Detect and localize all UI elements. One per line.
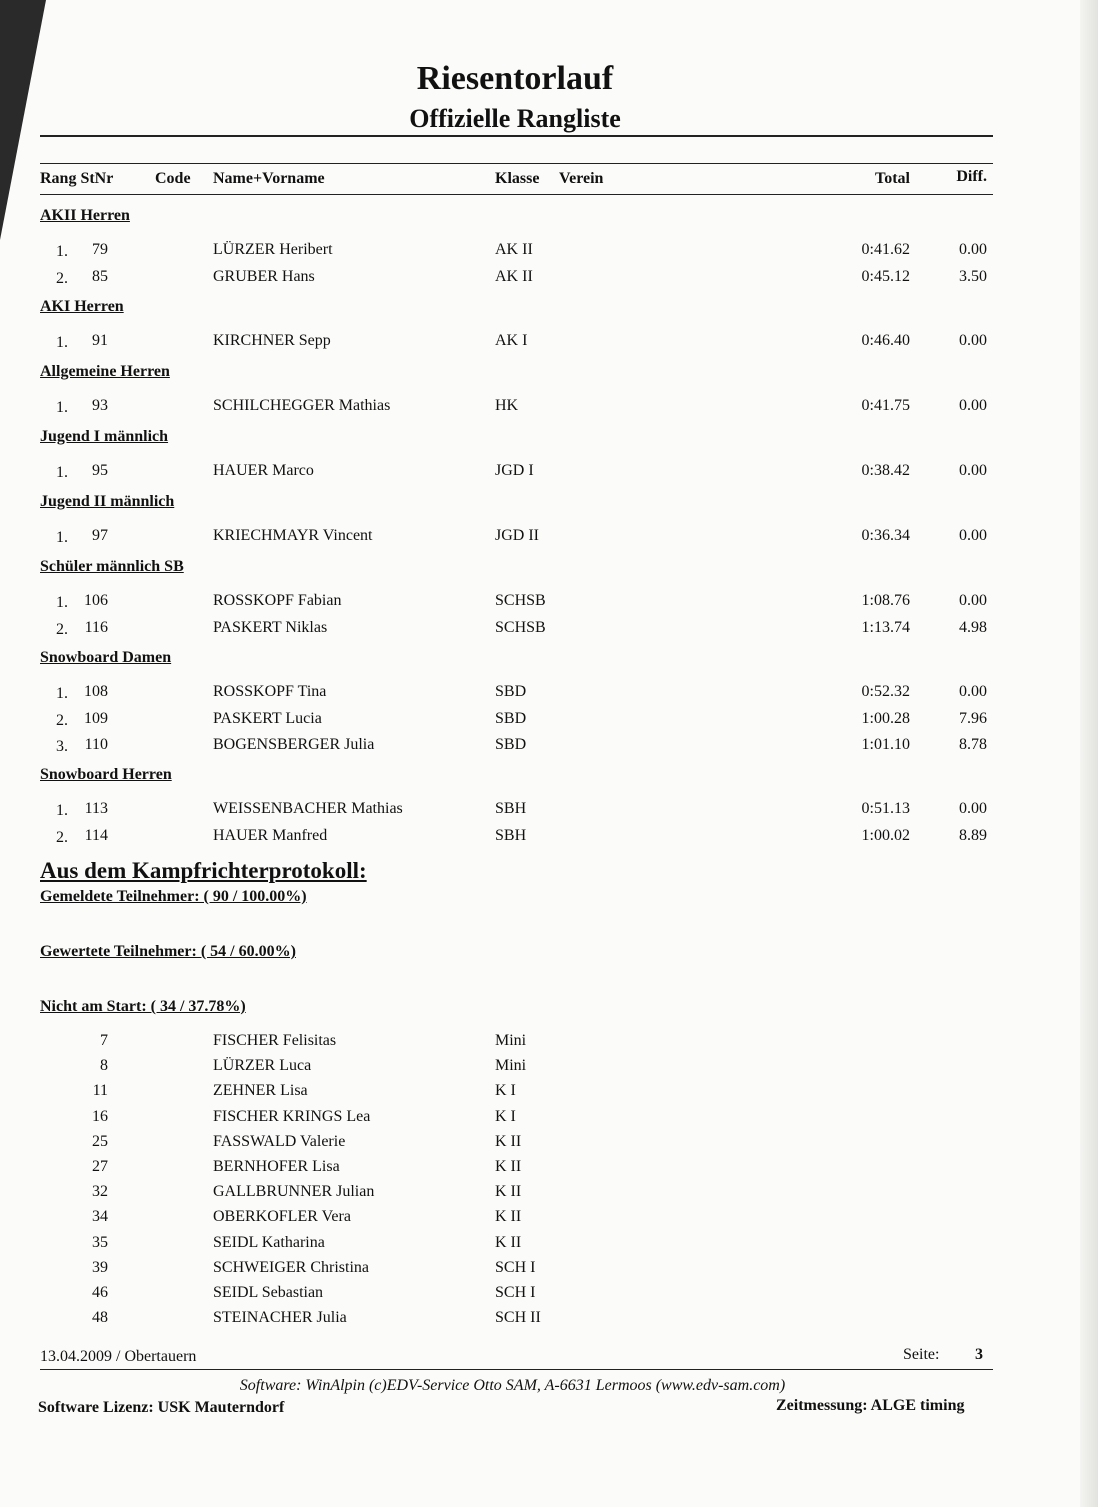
stnr-cell: 114	[84, 826, 108, 844]
dns-name-cell: OBERKOFLER Vera	[213, 1208, 351, 1226]
category-heading: Jugend II männlich	[40, 493, 175, 510]
stnr-cell: 93	[92, 397, 108, 414]
dns-stnr-cell: 25	[92, 1132, 108, 1150]
dns-klasse-cell: K II	[495, 1132, 522, 1150]
header-rule-top	[40, 163, 993, 164]
diff-cell: 0.00	[959, 592, 987, 609]
total-cell: 0:36.34	[861, 527, 910, 544]
dns-name-cell: SEIDL Sebastian	[213, 1284, 324, 1301]
name-cell: SCHILCHEGGER Mathias	[213, 397, 391, 414]
total-cell: 0:46.40	[861, 332, 910, 349]
total-cell: 0:41.62	[861, 241, 910, 258]
col-code: Code	[155, 170, 191, 187]
stnr-cell: 110	[84, 736, 108, 753]
rank-cell: 3.	[56, 738, 68, 755]
rank-cell: 1.	[56, 802, 68, 819]
category-heading: Schüler männlich SB	[40, 558, 184, 575]
diff-cell: 3.50	[959, 267, 987, 285]
date-place: 13.04.2009 / Obertauern	[40, 1348, 197, 1365]
dns-name-cell: BERNHOFER Lisa	[213, 1158, 340, 1175]
timing-credit: Zeitmessung: ALGE timing	[776, 1397, 965, 1414]
rank-cell: 2.	[56, 711, 68, 729]
dns-participants: Nicht am Start: ( 34 / 37.78%)	[40, 998, 246, 1015]
col-total: Total	[875, 170, 910, 187]
stnr-cell: 79	[92, 241, 108, 258]
stnr-cell: 113	[84, 800, 108, 817]
total-cell: 1:00.02	[861, 826, 910, 844]
protocol-heading: Aus dem Kampfrichterprotokoll:	[40, 858, 367, 883]
dns-klasse-cell: SCH II	[495, 1309, 541, 1327]
dns-stnr-cell: 34	[92, 1208, 108, 1226]
dns-stnr-cell: 35	[92, 1233, 108, 1251]
col-name: Name+Vorname	[213, 170, 325, 187]
name-cell: WEISSENBACHER Mathias	[213, 800, 403, 817]
name-cell: PASKERT Niklas	[213, 618, 328, 636]
footer-rule	[40, 1369, 993, 1370]
total-cell: 1:08.76	[861, 592, 910, 609]
dns-name-cell: GALLBRUNNER Julian	[213, 1183, 375, 1201]
klasse-cell: HK	[495, 397, 519, 414]
dns-klasse-cell: Mini	[495, 1032, 527, 1049]
klasse-cell: AK I	[495, 332, 528, 349]
col-verein: Verein	[559, 170, 604, 187]
rank-cell: 1.	[56, 594, 68, 611]
dns-stnr-cell: 32	[92, 1183, 108, 1201]
klasse-cell: AK II	[495, 267, 533, 285]
dns-klasse-cell: Mini	[495, 1057, 527, 1075]
name-cell: KRIECHMAYR Vincent	[213, 527, 373, 544]
registered-participants: Gemeldete Teilnehmer: ( 90 / 100.00%)	[40, 888, 307, 905]
category-heading: AKII Herren	[40, 207, 130, 224]
name-cell: LÜRZER Heribert	[213, 241, 333, 258]
software-credit: Software: WinAlpin (c)EDV-Service Otto SAM, A-6631 Lermoos (www.edv-sam.com)	[239, 1377, 786, 1394]
diff-cell: 8.78	[959, 736, 987, 753]
dns-klasse-cell: SCH I	[495, 1258, 536, 1276]
dns-stnr-cell: 11	[92, 1082, 108, 1100]
rank-cell: 2.	[56, 828, 68, 846]
dns-klasse-cell: K I	[495, 1082, 516, 1100]
name-cell: ROSSKOPF Fabian	[213, 592, 342, 609]
col-rang-stnr: Rang StNr	[40, 170, 114, 187]
dns-stnr-cell: 16	[92, 1107, 108, 1125]
header-rule-bottom	[40, 194, 993, 195]
stnr-cell: 97	[92, 527, 108, 544]
stnr-cell: 106	[84, 592, 108, 609]
klasse-cell: JGD I	[495, 462, 534, 479]
category-heading: Jugend I männlich	[40, 428, 169, 445]
klasse-cell: SCHSB	[495, 592, 546, 609]
dns-name-cell: FISCHER Felisitas	[213, 1032, 337, 1049]
category-heading: Allgemeine Herren	[40, 363, 170, 380]
klasse-cell: SCHSB	[495, 618, 546, 636]
name-cell: HAUER Manfred	[213, 826, 328, 844]
dns-stnr-cell: 46	[92, 1284, 108, 1301]
rank-cell: 1.	[56, 243, 68, 260]
diff-cell: 4.98	[959, 618, 987, 636]
dns-name-cell: LÜRZER Luca	[213, 1057, 312, 1075]
name-cell: BOGENSBERGER Julia	[213, 736, 375, 753]
category-heading: Snowboard Damen	[40, 649, 172, 666]
col-diff: Diff.	[956, 168, 987, 185]
dns-stnr-cell: 7	[100, 1032, 108, 1049]
rank-cell: 2.	[56, 620, 68, 638]
total-cell: 0:51.13	[861, 800, 910, 817]
title-rule	[40, 135, 993, 137]
stnr-cell: 91	[92, 332, 108, 349]
scored-participants: Gewertete Teilnehmer: ( 54 / 60.00%)	[40, 943, 296, 960]
stnr-cell: 109	[84, 709, 108, 727]
dns-klasse-cell: K I	[495, 1107, 516, 1125]
name-cell: PASKERT Lucia	[213, 709, 322, 727]
total-cell: 0:52.32	[861, 683, 910, 700]
total-cell: 0:45.12	[861, 267, 910, 285]
document-title: Riesentorlauf	[416, 60, 614, 97]
klasse-cell: SBD	[495, 709, 527, 727]
dns-stnr-cell: 8	[100, 1057, 108, 1075]
dns-name-cell: FISCHER KRINGS Lea	[213, 1107, 371, 1125]
total-cell: 0:41.75	[861, 397, 910, 414]
klasse-cell: SBH	[495, 826, 527, 844]
stnr-cell: 116	[84, 618, 108, 636]
dns-klasse-cell: SCH I	[495, 1284, 536, 1301]
dns-stnr-cell: 27	[92, 1158, 108, 1175]
dns-stnr-cell: 48	[92, 1309, 108, 1327]
dns-name-cell: FASSWALD Valerie	[213, 1132, 346, 1150]
dns-stnr-cell: 39	[92, 1258, 108, 1276]
diff-cell: 0.00	[959, 332, 987, 349]
diff-cell: 0.00	[959, 527, 987, 544]
klasse-cell: SBD	[495, 736, 527, 753]
klasse-cell: JGD II	[495, 527, 539, 544]
dns-name-cell: ZEHNER Lisa	[213, 1082, 308, 1100]
stnr-cell: 85	[92, 267, 108, 285]
diff-cell: 0.00	[959, 397, 987, 414]
diff-cell: 0.00	[959, 800, 987, 817]
diff-cell: 0.00	[959, 683, 987, 700]
rank-cell: 1.	[56, 529, 68, 546]
dns-name-cell: STEINACHER Julia	[213, 1309, 347, 1327]
diff-cell: 0.00	[959, 241, 987, 258]
rank-cell: 1.	[56, 685, 68, 702]
name-cell: KIRCHNER Sepp	[213, 332, 331, 349]
name-cell: ROSSKOPF Tina	[213, 683, 327, 700]
col-klasse: Klasse	[495, 170, 540, 187]
dns-name-cell: SCHWEIGER Christina	[213, 1258, 369, 1276]
rank-cell: 2.	[56, 269, 68, 287]
rank-cell: 1.	[56, 399, 68, 416]
scan-shadow-right	[1080, 0, 1098, 1507]
diff-cell: 8.89	[959, 826, 987, 844]
category-heading: AKI Herren	[40, 298, 124, 315]
stnr-cell: 95	[92, 462, 108, 479]
klasse-cell: SBH	[495, 800, 527, 817]
dns-klasse-cell: K II	[495, 1183, 522, 1201]
total-cell: 1:13.74	[861, 618, 910, 636]
total-cell: 1:01.10	[861, 736, 910, 753]
diff-cell: 7.96	[959, 709, 987, 727]
klasse-cell: SBD	[495, 683, 527, 700]
category-heading: Snowboard Herren	[40, 766, 172, 783]
total-cell: 0:38.42	[861, 462, 910, 479]
name-cell: GRUBER Hans	[213, 267, 315, 285]
page-number: 3	[975, 1346, 983, 1363]
name-cell: HAUER Marco	[213, 462, 314, 479]
rank-cell: 1.	[56, 334, 68, 351]
software-license: Software Lizenz: USK Mauterndorf	[38, 1399, 285, 1416]
stnr-cell: 108	[84, 683, 108, 700]
diff-cell: 0.00	[959, 462, 987, 479]
dns-klasse-cell: K II	[495, 1233, 522, 1251]
dns-klasse-cell: K II	[495, 1158, 522, 1175]
dns-name-cell: SEIDL Katharina	[213, 1233, 325, 1251]
dns-klasse-cell: K II	[495, 1208, 522, 1226]
klasse-cell: AK II	[495, 241, 533, 258]
document-subtitle: Offizielle Rangliste	[409, 104, 621, 133]
total-cell: 1:00.28	[861, 709, 910, 727]
rank-cell: 1.	[56, 464, 68, 481]
page-label: Seite:	[903, 1346, 940, 1363]
